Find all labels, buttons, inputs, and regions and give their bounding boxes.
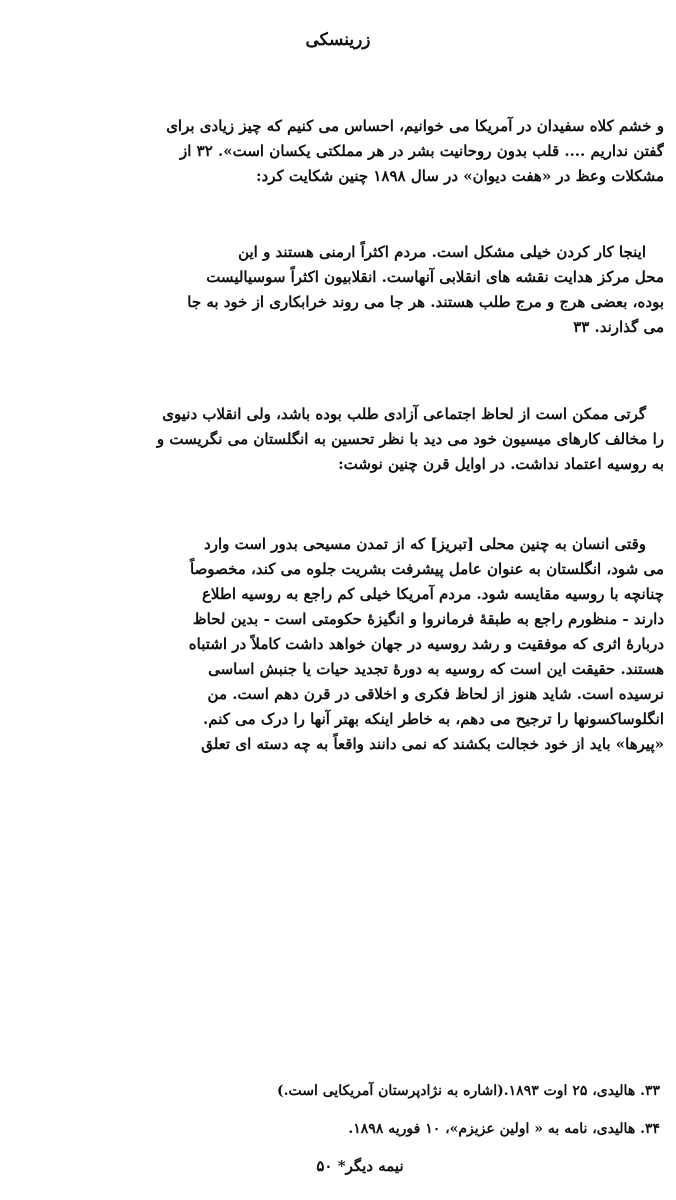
text-line: نرسیده است. شاید هنوز از لحاظ فکری و اخلاقی در قرن دهم است. من [207,685,664,703]
text-line: انگلوساکسونها را ترجیح می دهم، به خاطر اینکه بهتر آنها را درک می کنم. [203,710,664,728]
text-line: وقتی انسان به چنین محلی [تبریز] که از تمدن مسیحی بدور است وارد [204,535,646,553]
text-line: می شود، انگلستان به عنوان عامل پیشرفت بشریت جلوه می کند، مخصوصاً [190,560,664,578]
text-line: دربارهٔ اثری که موفقیت و رشد روسیه در جهان خواهد داشت کاملاً در اشتباه [188,635,664,653]
text-line: هستند. حقیقت این است که روسیه به دورهٔ تجدید حیات یا جنبش اساسی [208,660,664,678]
paragraph-1 [12,114,664,189]
text-line: دارند - منظورم راجع به طبقهٔ فرمانروا و انگیزهٔ حکومتی است - بدین لحاظ [192,610,664,628]
text-line: «پیرها» باید از خود خجالت بکشند که نمی دانند واقعاً به چه دسته ای تعلق [201,735,664,753]
text-line: مشکلات وعظ در «هفت دیوان» در سال ۱۸۹۸ چنین شکایت کرد: [255,167,664,185]
text-line: گفتن نداریم .... قلب بدون روحانیت بشر در هر مملکتی یکسان است». ۳۲ از [180,142,664,160]
footnote-33: ۳۳. هالیدی، ۲۵ اوت ۱۸۹۳.(اشاره به نژادپرستان آمریکایی است.) [276,1083,660,1099]
quote-block-1 [12,240,664,340]
text-line: چنانچه با روسیه مقایسه شود. مردم آمریکا خیلی کم راجع به روسیه اطلاع [201,585,664,603]
text-line: بوده، بعضی هرج و مرج طلب هستند. هر جا می روند خرابکاری از خود به جا [187,293,664,311]
text-line: را مخالف کارهای میسیون خود می دید با نظر تحسین به انگلستان می نگریست و [156,430,664,448]
quote-block-2 [12,532,664,757]
text-line: اینجا کار کردن خیلی مشکل است. مردم اکثراً ارمنی هستند و این [238,243,646,261]
text-line: گرتی ممکن است از لحاظ اجتماعی آزادی طلب بوده باشد، ولی انقلاب دنیوی [162,405,646,423]
text-line: محل مرکز هدایت نقشه های انقلابی آنهاست. انقلابیون اکثراً سوسیالیست [206,268,664,286]
paragraph-2 [12,402,664,477]
running-header: زرینسکی [305,30,371,50]
text-line: می گذارند. ۳۳ [573,318,664,336]
page-footer: نیمه دیگر* ۵۰ [316,1157,404,1175]
footnote-34: ۳۴. هالیدی، نامه به « اولین عزیزم»، ۱۰ فوریه ۱۸۹۸. [348,1121,660,1137]
text-line: به روسیه اعتماد نداشت. در اوایل قرن چنین نوشت: [338,455,664,473]
text-line: و خشم کلاه سفیدان در آمریکا می خوانیم، احساس می کنیم که چیز زیادی برای [166,117,664,135]
